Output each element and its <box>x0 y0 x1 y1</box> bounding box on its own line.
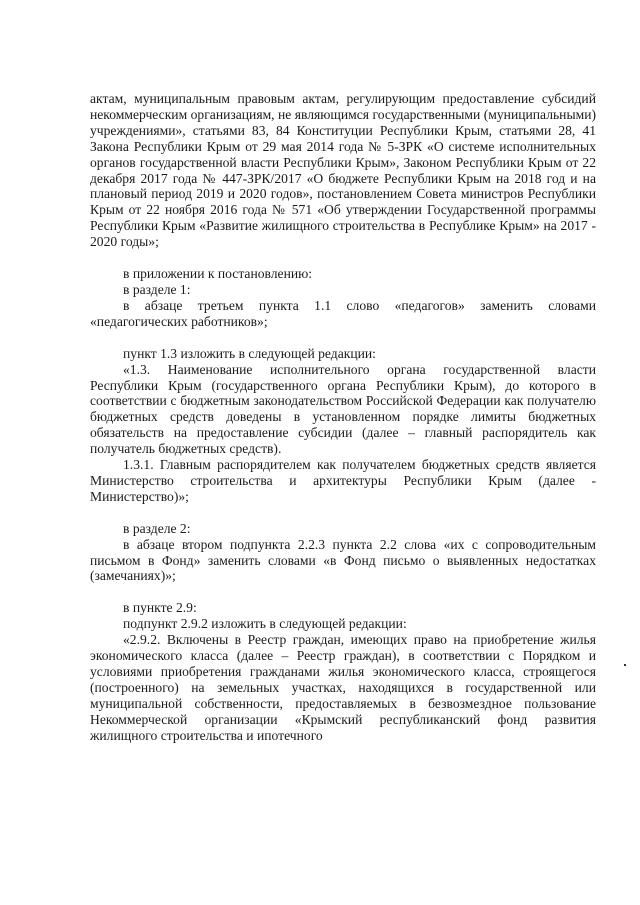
paragraph-appendix: в приложении к постановлению: <box>123 266 313 282</box>
paragraph-point-1-3-1: 1.3.1. Главным распорядителем как получателем бюджетных средств является Министерство строительства и архитектуры Республики Крым (далее - Министерство)»; <box>90 457 596 504</box>
paragraph-gap <box>90 250 596 266</box>
scan-speck <box>624 664 626 666</box>
paragraph-section-2: в разделе 2: <box>123 520 191 536</box>
paragraph-gap <box>90 505 596 521</box>
paragraph-gap <box>90 330 596 346</box>
paragraph-point-2-9: в пункте 2.9: <box>123 600 197 616</box>
paragraph-point-1-3: «1.3. Наименование исполнительного органа государственной власти Республики Крым (государственного органа Республики Крым), до которого в соответствии с бюджетным законодательством Российской Федерации как получателю бюджетных средств доведены в установленном порядке лимиты бюджетных обязательств на предоставление субсидии (далее – главный распорядитель как получатель бюджетных средств). <box>90 361 596 457</box>
paragraph-amendment-1-1: в абзаце третьем пункта 1.1 слово «педагогов» заменить словами «педагогических работников»; <box>90 297 596 329</box>
paragraph-intro: актам, муниципальным правовым актам, регулирующим предоставление субсидий некоммерческим организациям, не являющимся государственными (муниципальными) учреждениями», статьями 83, 84 Конституции Республики Крым, статьями 28, 41 Закона Республики Крым от 29 мая 2014 года № 5-ЗРК «О системе исполнительных органов государственной власти Республики Крым», Законом Республики Крым от 22 декабря 2017 года № 447-ЗРК/2017 «О бюджете Республики Крым на 2018 год и на плановый период 2019 и 2020 годов», постановлением Совета министров Республики Крым от 22 ноября 2016 года № 571 «Об утверждении Государственной программы Республики Крым «Развитие жилищного строительства в Республике Крым» на 2017 - 2020 годы»; <box>90 91 596 250</box>
paragraph-subpoint-2-9-2: «2.9.2. Включены в Реестр граждан, имеющих право на приобретение жилья экономического класса (далее – Реестр граждан), в соответствии с Порядком и условиями приобретения гражданами жилья экономического класса, строящегося (построенного) на земельных участках, находящихся в государственной или муниципальной собственности, предоставляемых в безвозмездное пользование Некоммерческой организации «Крымский республиканский фонд развития жилищного строительства и ипотечного <box>90 632 596 743</box>
paragraph-subpoint-2-9-2-intro: подпункт 2.9.2 изложить в следующей редакции: <box>123 616 407 632</box>
paragraph-point-1-3-intro: пункт 1.3 изложить в следующей редакции: <box>123 345 376 361</box>
document-body <box>90 91 596 744</box>
paragraph-gap <box>90 584 596 600</box>
paragraph-amendment-2-2-3: в абзаце втором подпункта 2.2.3 пункта 2.2 слова «их с сопроводительным письмом в Фонд» заменить словами «в Фонд письмо о выявленных недостатках (замечаниях)»; <box>90 536 596 584</box>
paragraph-section-1: в разделе 1: <box>123 281 191 297</box>
